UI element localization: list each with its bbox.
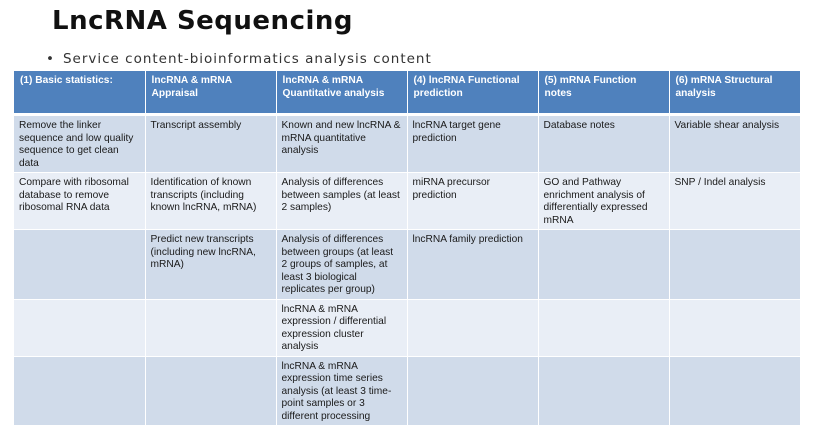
table-cell: Remove the linker sequence and low quality sequence to get clean data bbox=[14, 115, 145, 173]
service-content-table bbox=[14, 71, 801, 426]
slide-subtitle bbox=[46, 51, 432, 67]
header-appraisal: lncRNA & mRNA Appraisal bbox=[145, 71, 276, 115]
table-cell bbox=[538, 230, 669, 300]
table-cell: Known and new lncRNA & mRNA quantitative analysis bbox=[276, 115, 407, 173]
table-cell: Predict new transcripts (including new lncRNA, mRNA) bbox=[145, 230, 276, 300]
table-cell bbox=[14, 356, 145, 426]
table-cell: Transcript assembly bbox=[145, 115, 276, 173]
header-quantitative-analysis: lncRNA & mRNA Quantitative analysis bbox=[276, 71, 407, 115]
table-header-row bbox=[14, 71, 800, 115]
slide-title: LncRNA Sequencing bbox=[52, 6, 354, 36]
header-structural-analysis: (6) mRNA Structural analysis bbox=[669, 71, 800, 115]
table-cell bbox=[407, 299, 538, 356]
table-cell bbox=[538, 356, 669, 426]
table-cell: Database notes bbox=[538, 115, 669, 173]
table-cell bbox=[407, 356, 538, 426]
table-cell bbox=[14, 230, 145, 300]
table-cell: Variable shear analysis bbox=[669, 115, 800, 173]
table-cell: lncRNA target gene prediction bbox=[407, 115, 538, 173]
table-row bbox=[14, 299, 800, 356]
header-basic-statistics: (1) Basic statistics: bbox=[14, 71, 145, 115]
header-functional-prediction: (4) lncRNA Functional prediction bbox=[407, 71, 538, 115]
table-row bbox=[14, 356, 800, 426]
table-cell: Analysis of differences between groups (at least 2 groups of samples, at least 3 biological replicates per group) bbox=[276, 230, 407, 300]
table-cell bbox=[145, 299, 276, 356]
subtitle-text: Service content-bioinformatics analysis content bbox=[62, 51, 432, 67]
table-cell: lncRNA & mRNA expression / differential expression cluster analysis bbox=[276, 299, 407, 356]
table-cell bbox=[14, 299, 145, 356]
table-cell: lncRNA family prediction bbox=[407, 230, 538, 300]
table-cell bbox=[669, 299, 800, 356]
table-row bbox=[14, 230, 800, 300]
table-cell: miRNA precursor prediction bbox=[407, 173, 538, 230]
table-row bbox=[14, 173, 800, 230]
table-row bbox=[14, 115, 800, 173]
table-cell: Analysis of differences between samples (at least 2 samples) bbox=[276, 173, 407, 230]
table-cell: GO and Pathway enrichment analysis of differentially expressed mRNA bbox=[538, 173, 669, 230]
bullet-point: • bbox=[46, 51, 55, 67]
table-cell bbox=[669, 230, 800, 300]
table-cell bbox=[145, 356, 276, 426]
table-cell: SNP / Indel analysis bbox=[669, 173, 800, 230]
table-cell bbox=[538, 299, 669, 356]
table-cell: Compare with ribosomal database to remove ribosomal RNA data bbox=[14, 173, 145, 230]
table-cell: lncRNA & mRNA expression time series analysis (at least 3 time-point samples or 3 different processing bbox=[276, 356, 407, 426]
table-cell: Identification of known transcripts (including known lncRNA, mRNA) bbox=[145, 173, 276, 230]
table-cell bbox=[669, 356, 800, 426]
header-function-notes: (5) mRNA Function notes bbox=[538, 71, 669, 115]
